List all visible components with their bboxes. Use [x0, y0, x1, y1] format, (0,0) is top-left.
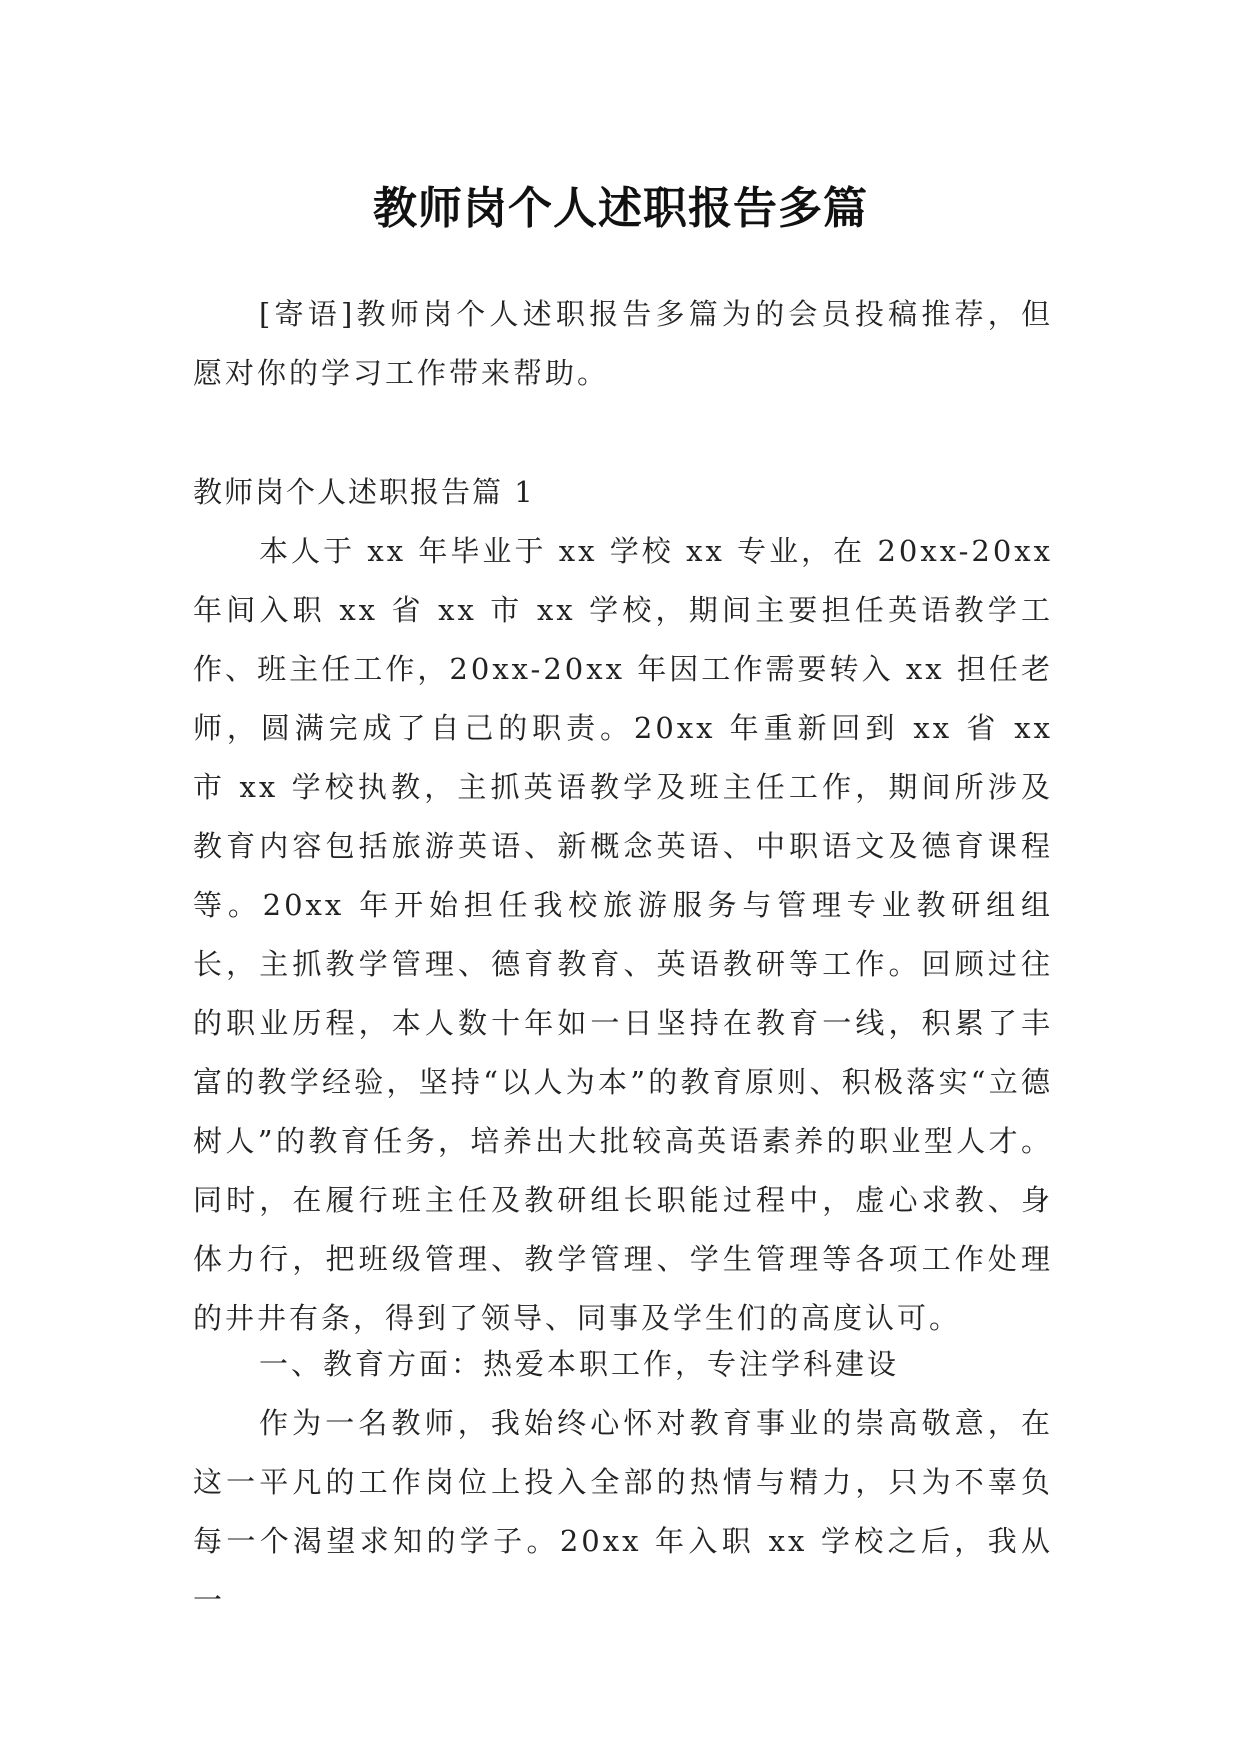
intro-paragraph: [寄语]教师岗个人述职报告多篇为的会员投稿推荐，但愿对你的学习工作带来帮助。 — [193, 297, 1053, 390]
body-paragraph-2: 作为一名教师，我始终心怀对教育事业的崇高敬意，在这一平凡的工作岗位上投入全部的热情与精力，只为不辜负每一个渴望求知的学子。20xx 年入职 xx 学校之后，我从一 — [193, 1406, 1053, 1617]
subheading-education: 一、教育方面：热爱本职工作，专注学科建设 — [259, 1347, 900, 1381]
body-paragraph-1: 本人于 xx 年毕业于 xx 学校 xx 专业，在 20xx-20xx 年间入职 xx 省 xx 市 xx 学校，期间主要担任英语教学工作、班主任工作，20xx-20xx 年因工作需要转入 xx 担任老师，圆满完成了自己的职责。20xx 年重新回到 xx 省 xx 市 xx 学校执教，主抓英语教学及班主任工作，期间所涉及教育内容包括旅游英语、新概念英语、中职语文及德育课程等。20xx 年开始担任我校旅游服务与管理专业教研组组长，主抓教学管理、德育教育、英语教研等工作。回顾过往的职业历程，本人数十年如一日坚持在教育一线，积累了丰富的教学经验，坚持“以人为本”的教育原则、积极落实“立德树人”的教育任务，培养出大批较高英语素养的职业型人才。同时，在履行班主任及教研组长职能过程中，虚心求教、身体力行，把班级管理、教学管理、学生管理等各项工作处理的井井有条，得到了领导、同事及学生们的高度认可。 — [193, 534, 1053, 1335]
document-title: 教师岗个人述职报告多篇 — [373, 183, 868, 235]
section-heading: 教师岗个人述职报告篇 1 — [193, 475, 535, 509]
